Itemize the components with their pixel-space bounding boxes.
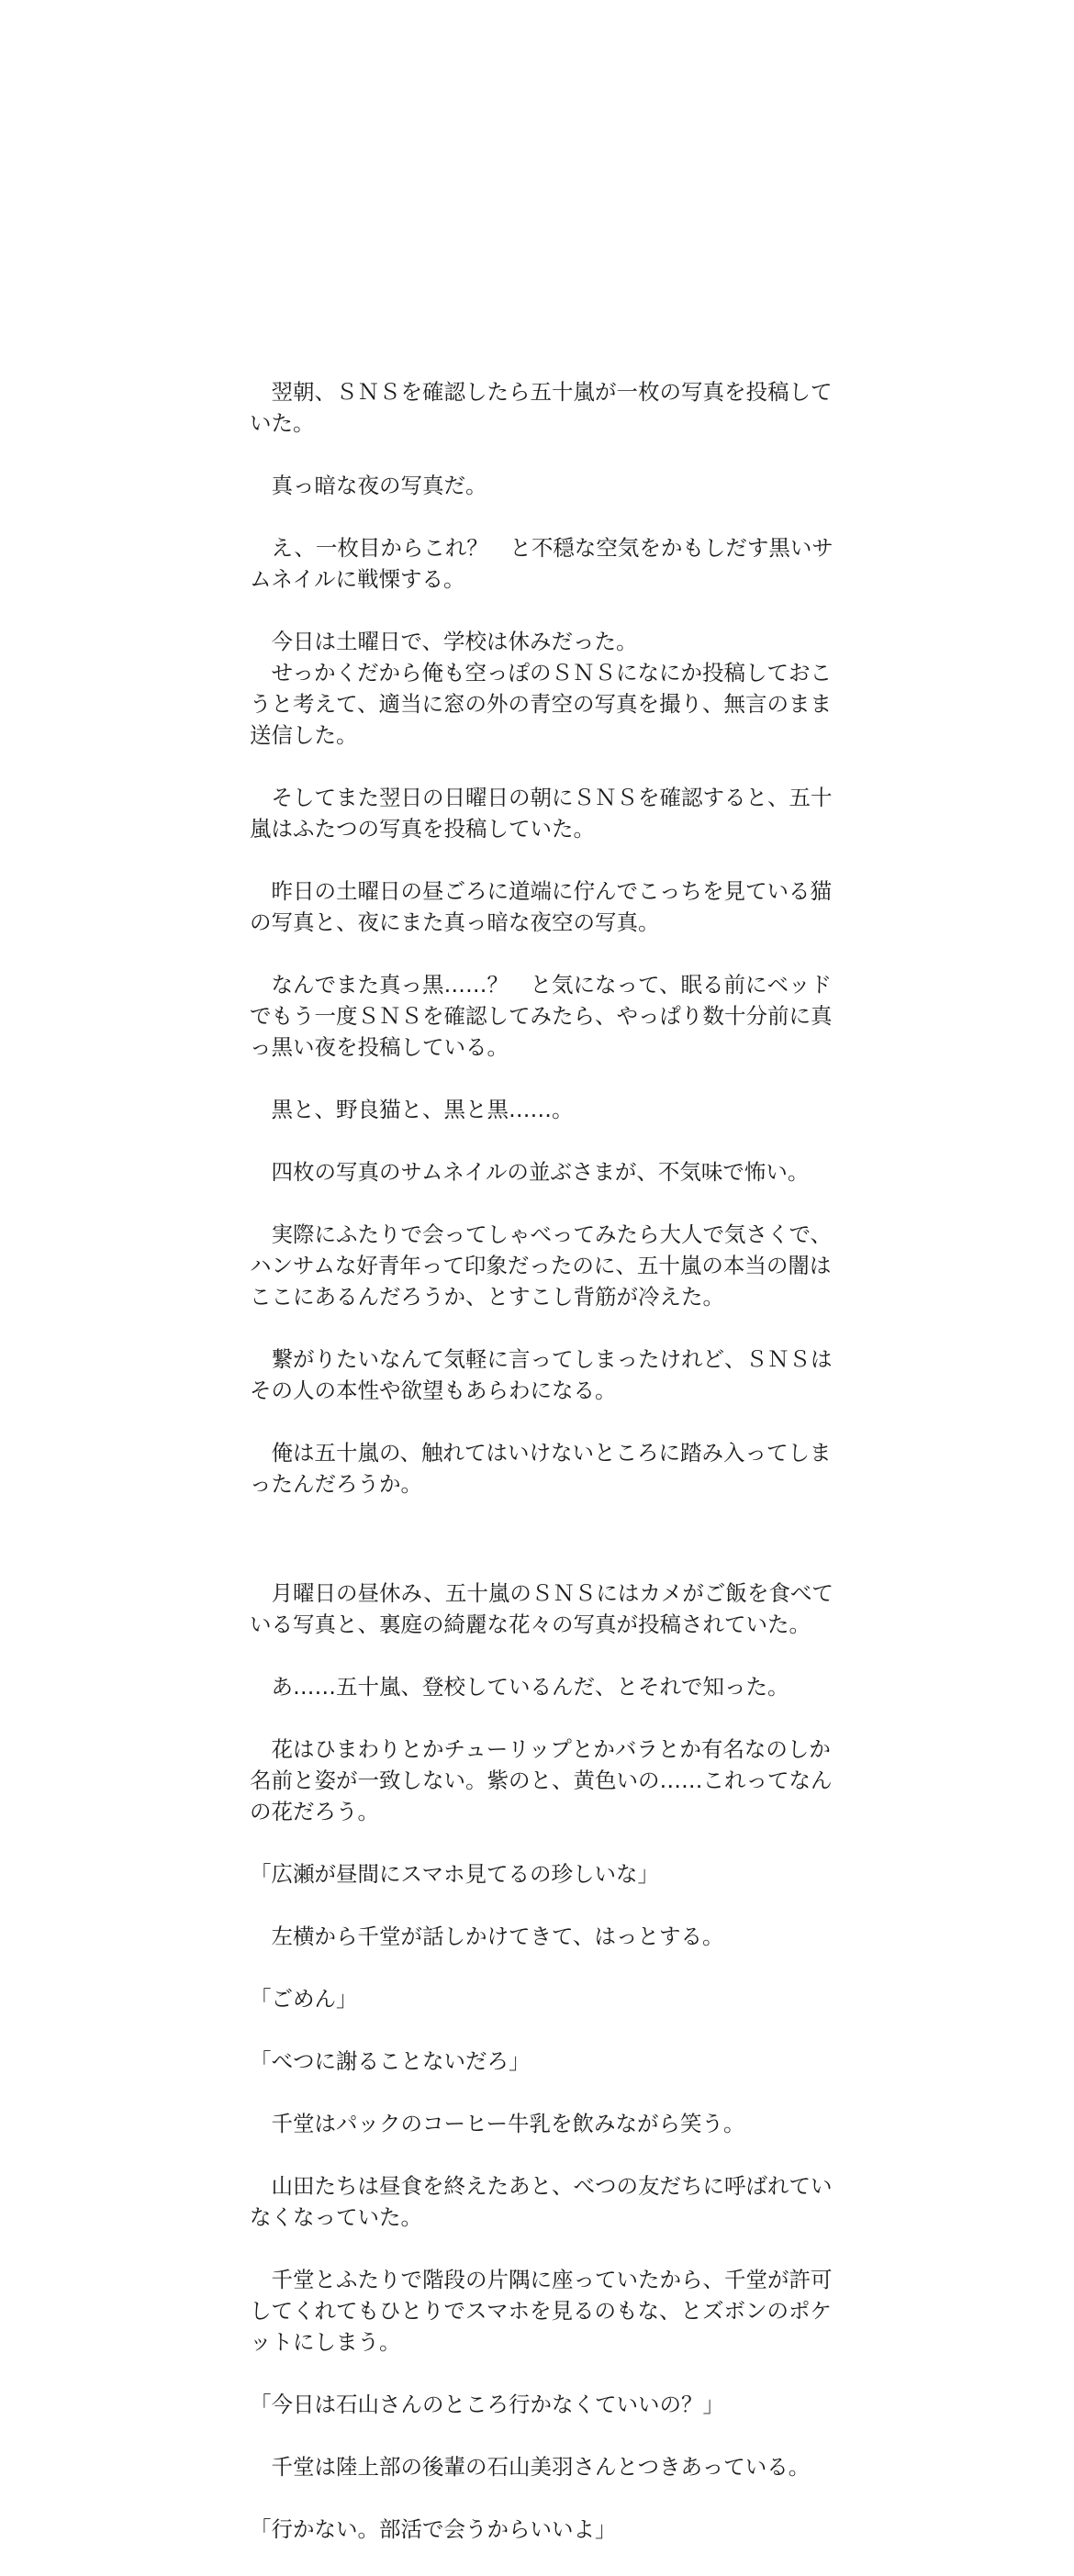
text-line: 俺は五十嵐の、触れてはいけないところに踏み入ってしま bbox=[250, 1440, 832, 1466]
paragraph bbox=[250, 2264, 833, 2358]
paragraph bbox=[250, 875, 833, 938]
text-line: いる写真と、裏庭の綺麗な花々の写真が投稿されていた。 bbox=[250, 1611, 811, 1637]
paragraph bbox=[250, 626, 833, 751]
text-line: 真っ暗な夜の写真だ。 bbox=[250, 473, 487, 498]
text-line: の花だろう。 bbox=[250, 1799, 379, 1824]
text-line: 千堂とふたりで階段の片隅に座っていたから、千堂が許可 bbox=[250, 2267, 833, 2292]
text-line: ハンサムな好青年って印象だったのに、五十嵐の本当の闇は bbox=[250, 1253, 832, 1278]
text-line: うと考えて、適当に窓の外の青空の写真を撮り、無言のまま bbox=[250, 691, 833, 717]
paragraph bbox=[250, 470, 819, 501]
text-line: 四枚の写真のサムネイルの並ぶさまが、不気味で怖い。 bbox=[250, 1159, 810, 1185]
text-line: 実際にふたりで会ってしゃべってみたら大人で気さくで、 bbox=[250, 1221, 833, 1247]
text-line: 名前と姿が一致しない。紫のと、黄色いの……これってなん bbox=[250, 1768, 833, 1793]
paragraph bbox=[250, 2389, 819, 2420]
paragraph bbox=[250, 376, 833, 439]
text-line: え、一枚目からこれ？ と不穏な空気をかもしだす黒いサ bbox=[250, 535, 833, 561]
text-line: ットにしまう。 bbox=[250, 2329, 401, 2355]
paragraph bbox=[250, 1094, 819, 1125]
paragraph bbox=[250, 1578, 833, 1640]
text-line: 昨日の土曜日の昼ごろに道端に佇んでこっちを見ている猫 bbox=[250, 878, 833, 904]
text-line: 左横から千堂が話しかけてきて、はっとする。 bbox=[250, 1924, 724, 1949]
paragraph bbox=[250, 2170, 833, 2233]
text-line: ったんだろうか。 bbox=[250, 1471, 422, 1497]
section-break bbox=[250, 1531, 819, 1578]
text-line: 山田たちは昼食を終えたあと、べつの友だちに呼ばれてい bbox=[250, 2173, 833, 2199]
paragraph bbox=[250, 1156, 819, 1188]
reader-page[interactable] bbox=[250, 376, 833, 2576]
paragraph bbox=[250, 2514, 819, 2545]
paragraph bbox=[250, 2108, 819, 2139]
paragraph bbox=[250, 1219, 833, 1312]
text-line: してくれてもひとりでスマホを見るのもな、とズボンのポケ bbox=[250, 2298, 833, 2324]
text-line: でもう一度ＳＮＳを確認してみたら、やっぱり数十分前に真 bbox=[250, 1003, 833, 1029]
text-line: ムネイルに戦慄する。 bbox=[250, 566, 465, 592]
paragraph bbox=[250, 532, 833, 595]
text-line: 千堂はパックのコーヒー牛乳を飲みながら笑う。 bbox=[250, 2111, 745, 2136]
paragraph bbox=[250, 1921, 819, 1952]
text-line: 繋がりたいなんて気軽に言ってしまったけれど、ＳＮＳは bbox=[250, 1346, 833, 1372]
paragraph bbox=[250, 782, 833, 844]
text-line: 花はひまわりとかチューリップとかバラとか有名なのしか bbox=[250, 1736, 831, 1762]
text-line: 月曜日の昼休み、五十嵐のＳＮＳにはカメがご飯を食べて bbox=[250, 1580, 833, 1606]
text-line: せっかくだから俺も空っぽのＳＮＳになにか投稿しておこ bbox=[250, 660, 833, 686]
text-line: いた。 bbox=[250, 410, 315, 436]
text-line: そしてまた翌日の日曜日の朝にＳＮＳを確認すると、五十 bbox=[250, 785, 833, 810]
paragraph bbox=[250, 2046, 819, 2077]
text-line: 黒と、野良猫と、黒と黒……。 bbox=[250, 1097, 574, 1122]
paragraph bbox=[250, 1983, 819, 2014]
text-line: ここにあるんだろうか、とすこし背筋が冷えた。 bbox=[250, 1284, 724, 1310]
paragraph bbox=[250, 969, 833, 1063]
text-line: 今日は土曜日で、学校は休みだった。 bbox=[250, 629, 638, 654]
paragraph bbox=[250, 1344, 833, 1406]
paragraph bbox=[250, 1437, 832, 1500]
text-line: 「ごめん」 bbox=[250, 1986, 358, 2012]
text-line: 翌朝、ＳＮＳを確認したら五十嵐が一枚の写真を投稿して bbox=[250, 379, 833, 405]
text-line: 送信した。 bbox=[250, 722, 358, 748]
text-line: の写真と、夜にまた真っ暗な夜空の写真。 bbox=[250, 909, 660, 935]
paragraph bbox=[250, 1858, 819, 1890]
text-line: なくなっていた。 bbox=[250, 2204, 422, 2230]
text-line: 「広瀬が昼間にスマホ見てるの珍しいな」 bbox=[250, 1861, 660, 1887]
paragraph bbox=[250, 1671, 819, 1702]
text-line: っ黒い夜を投稿している。 bbox=[250, 1034, 509, 1060]
text-line: その人の本性や欲望もあらわになる。 bbox=[250, 1377, 617, 1403]
text-line: 嵐はふたつの写真を投稿していた。 bbox=[250, 816, 595, 842]
text-line: 「べつに謝ることないだろ」 bbox=[250, 2048, 531, 2074]
paragraph bbox=[250, 1734, 833, 1827]
text-line: 「行かない。部活で会うからいいよ」 bbox=[250, 2516, 617, 2542]
text-line: なんでまた真っ黒……？ と気になって、眠る前にベッド bbox=[250, 972, 833, 998]
text-line: 「今日は石山さんのところ行かなくていいの？」 bbox=[250, 2392, 724, 2417]
text-line: あ……五十嵐、登校しているんだ、とそれで知った。 bbox=[250, 1674, 789, 1700]
paragraph bbox=[250, 2451, 819, 2482]
text-line: 千堂は陸上部の後輩の石山美羽さんとつきあっている。 bbox=[250, 2454, 811, 2480]
